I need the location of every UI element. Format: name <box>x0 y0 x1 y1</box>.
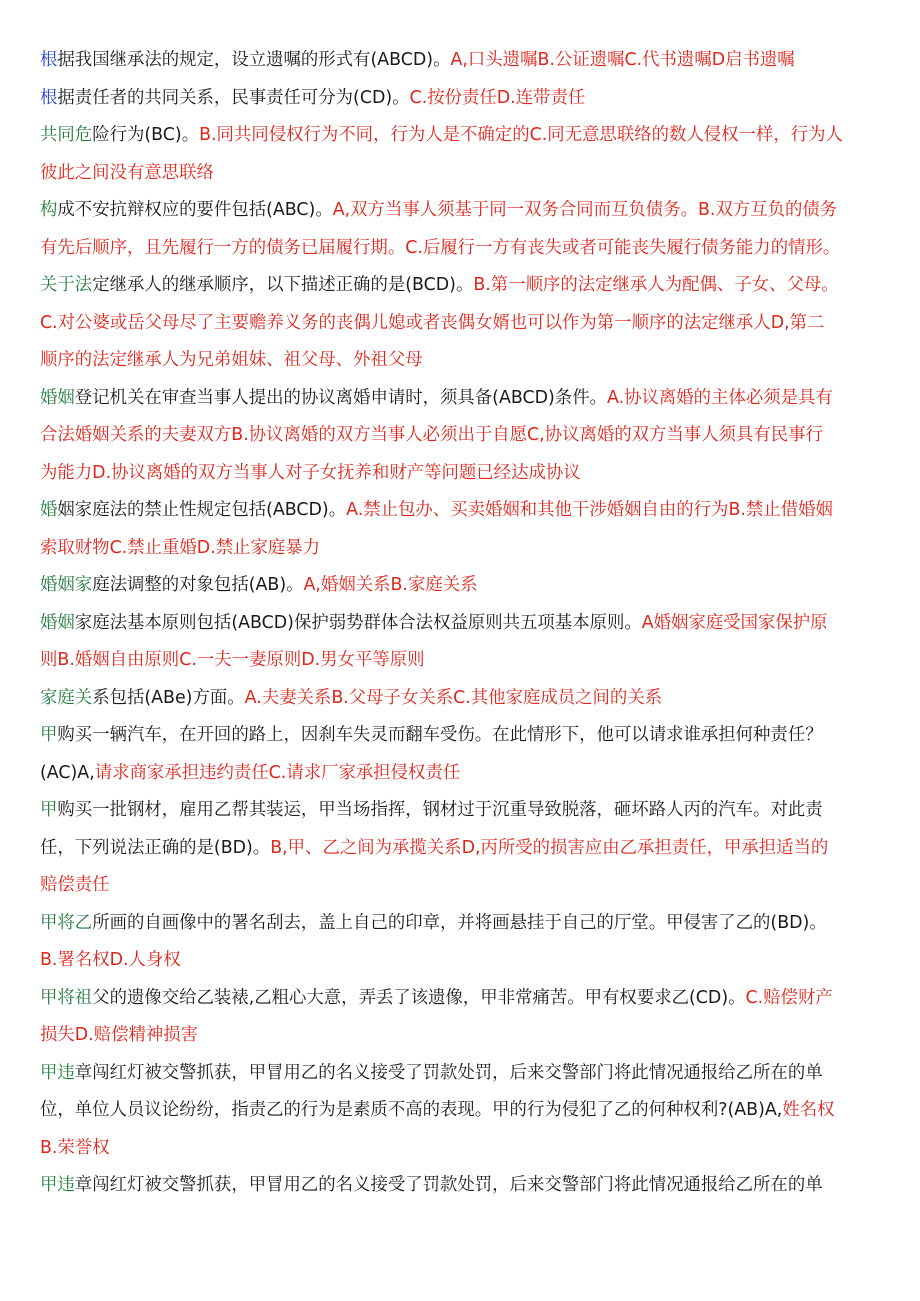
document-page <box>40 42 882 1205</box>
text-line <box>40 155 882 193</box>
question-text: 姻家庭法的禁止性规定包括(ABCD)。 <box>57 500 347 520</box>
text-line <box>40 455 882 493</box>
text-line <box>40 905 882 943</box>
qa-entry <box>40 905 882 980</box>
qa-entry <box>40 380 882 493</box>
question-lead-text: 甲将祖 <box>40 987 93 1008</box>
question-text: 据责任者的共同关系，民事责任可分为(CD)。 <box>57 87 410 108</box>
answer-text: A,口头遗嘱B.公证遗嘱C.代书遗嘱D启书遗嘱 <box>450 50 795 70</box>
text-line <box>40 42 882 80</box>
question-text: (AC)A, <box>40 762 95 783</box>
question-lead-text: 甲 <box>40 800 58 820</box>
qa-entry <box>40 117 882 192</box>
text-line <box>40 342 882 380</box>
question-text: 购买一辆汽车，在开回的路上，因刹车失灵而翻车受伤。在此情形下，他可以请求谁承担何种责任？ <box>57 725 823 745</box>
question-lead-text: 婚姻家 <box>40 575 93 595</box>
question-text: 任，下列说法正确的是(BD)。 <box>40 837 271 858</box>
text-line <box>40 267 882 305</box>
text-line <box>40 792 882 830</box>
answer-text: B,甲、乙之间为承揽关系D,丙所受的损害应由乙承担责任，甲承担适当的 <box>270 837 829 858</box>
answer-text: C.赔偿财产 <box>745 987 833 1008</box>
text-line <box>40 755 882 793</box>
qa-entry <box>40 42 882 80</box>
question-text: 登记机关在审查当事人提出的协议离婚申请时，须具备(ABCD)条件。 <box>74 387 607 408</box>
question-lead-text: 甲 <box>40 725 58 745</box>
answer-text: 顺序的法定继承人为兄弟姐妹、祖父母、外祖父母 <box>40 350 423 370</box>
answer-text: 彼此之间没有意思联络 <box>40 162 214 183</box>
qa-entry <box>40 680 882 718</box>
qa-entry <box>40 605 882 680</box>
answer-text: A,双方当事人须基于同一双务合同而互负债务。B.双方互负的债务 <box>332 200 838 220</box>
answer-text: C.按份责任D.连带责任 <box>409 87 586 108</box>
text-line <box>40 980 882 1018</box>
text-line <box>40 605 882 643</box>
answer-text: A.禁止包办、买卖婚姻和其他干涉婚姻自由的行为B.禁止借婚姻 <box>346 500 833 520</box>
qa-entry <box>40 192 882 267</box>
text-line <box>40 380 882 418</box>
answer-text: A,婚姻关系B.家庭关系 <box>303 575 478 595</box>
text-line <box>40 530 882 568</box>
question-lead-text: 婚姻 <box>40 387 75 408</box>
text-line <box>40 642 882 680</box>
qa-entry <box>40 567 882 605</box>
answer-text: A婚姻家庭受国家保护原 <box>641 612 828 633</box>
text-line <box>40 867 882 905</box>
text-line <box>40 1017 882 1055</box>
qa-entry <box>40 492 882 567</box>
qa-entry <box>40 80 882 118</box>
text-line <box>40 80 882 118</box>
question-text: 系包括(ABe)方面。 <box>92 687 245 708</box>
qa-entry <box>40 717 882 792</box>
text-line <box>40 717 882 755</box>
text-line <box>40 117 882 155</box>
question-lead-text: 婚 <box>40 500 58 520</box>
question-text: 定继承人的继承顺序，以下描述正确的是(BCD)。 <box>92 275 474 295</box>
question-lead-text: 甲违 <box>40 1175 75 1195</box>
question-lead-text: 共同危 <box>40 125 93 145</box>
answer-text: 则B.婚姻自由原则C.一夫一妻原则D.男女平等原则 <box>40 650 425 670</box>
text-line <box>40 1167 882 1205</box>
question-lead-text: 构 <box>40 200 58 220</box>
question-text: 购买一批钢材，雇用乙帮其装运，甲当场指挥，钢材过于沉重导致脱落，砸坏路人丙的汽车。对此责 <box>57 800 823 820</box>
question-lead-text: 甲违 <box>40 1062 75 1083</box>
answer-text: A.夫妻关系B.父母子女关系C.其他家庭成员之间的关系 <box>244 687 663 708</box>
text-line <box>40 1055 882 1093</box>
question-text: 家庭法基本原则包括(ABCD)保护弱势群体合法权益原则共五项基本原则。 <box>74 612 642 633</box>
text-line <box>40 942 882 980</box>
question-text: 成不安抗辩权应的要件包括(ABC)。 <box>57 200 333 220</box>
answer-text: 赔偿责任 <box>40 875 110 895</box>
question-text: 所画的自画像中的署名刮去，盖上自己的印章，并将画悬挂于自己的厅堂。甲侵害了乙的(BD)。 <box>92 912 827 933</box>
answer-text: 损失D.赔偿精神损害 <box>40 1025 199 1045</box>
qa-entry <box>40 792 882 905</box>
answer-text: B.第一顺序的法定继承人为配偶、子女、父母。 <box>473 275 839 295</box>
qa-entry <box>40 267 882 380</box>
answer-text: 有先后顺序，且先履行一方的债务已届履行期。C.后履行一方有丧失或者可能丧失履行债务能力的情形。 <box>40 237 841 258</box>
question-text: 章闯红灯被交警抓获，甲冒用乙的名义接受了罚款处罚，后来交警部门将此情况通报给乙所在的单 <box>74 1062 823 1083</box>
qa-entry <box>40 1167 882 1205</box>
question-lead-text: 婚姻 <box>40 612 75 633</box>
question-lead-text: 根 <box>40 50 58 70</box>
answer-text: A.协议离婚的主体必须是具有 <box>606 387 833 408</box>
text-line <box>40 1092 882 1130</box>
question-lead-text: 关于法 <box>40 275 93 295</box>
question-text: 庭法调整的对象包括(AB)。 <box>92 575 304 595</box>
text-line <box>40 417 882 455</box>
text-line <box>40 305 882 343</box>
text-line <box>40 680 882 718</box>
question-lead-text: 甲将乙 <box>40 912 93 933</box>
answer-text: C.对公婆或岳父母尽了主要赡养义务的丧偶儿媳或者丧偶女婿也可以作为第一顺序的法定继承人D,第二 <box>40 312 825 333</box>
text-line <box>40 567 882 605</box>
answer-text: 姓名权 <box>782 1100 835 1120</box>
question-lead-text: 家庭关 <box>40 687 93 708</box>
question-text: 险行为(BC)。 <box>92 125 200 145</box>
question-text: 据我国继承法的规定，设立遗嘱的形式有(ABCD)。 <box>57 50 451 70</box>
question-lead-text: 根 <box>40 87 58 108</box>
answer-text: 请求商家承担违约责任C.请求厂家承担侵权责任 <box>94 762 461 783</box>
qa-entry <box>40 980 882 1055</box>
answer-text: 为能力D.协议离婚的双方当事人对子女抚养和财产等问题已经达成协议 <box>40 462 581 483</box>
text-line <box>40 830 882 868</box>
qa-entry <box>40 1055 882 1168</box>
question-text: 父的遗像交给乙装裱,乙粗心大意，弄丢了该遗像，甲非常痛苦。甲有权要求乙(CD)。 <box>92 987 746 1008</box>
text-line <box>40 1130 882 1168</box>
text-line <box>40 192 882 230</box>
text-line <box>40 230 882 268</box>
answer-text: 合法婚姻关系的夫妻双方B.协议离婚的双方当事人必须出于自愿C,协议离婚的双方当事人须具有民事行 <box>40 425 823 445</box>
answer-text: B.同共同侵权行为不同，行为人是不确定的C.同无意思联络的数人侵权一样，行为人 <box>199 125 843 145</box>
text-line <box>40 492 882 530</box>
answer-text: B.署名权D.人身权 <box>40 950 181 970</box>
question-text: 章闯红灯被交警抓获，甲冒用乙的名义接受了罚款处罚，后来交警部门将此情况通报给乙所在的单 <box>74 1175 823 1195</box>
question-text: 位，单位人员议论纷纷，指责乙的行为是素质不高的表现。甲的行为侵犯了乙的何种权利?(AB)A, <box>40 1100 783 1120</box>
answer-text: B.荣誉权 <box>40 1137 110 1158</box>
answer-text: 索取财物C.禁止重婚D.禁止家庭暴力 <box>40 537 321 558</box>
